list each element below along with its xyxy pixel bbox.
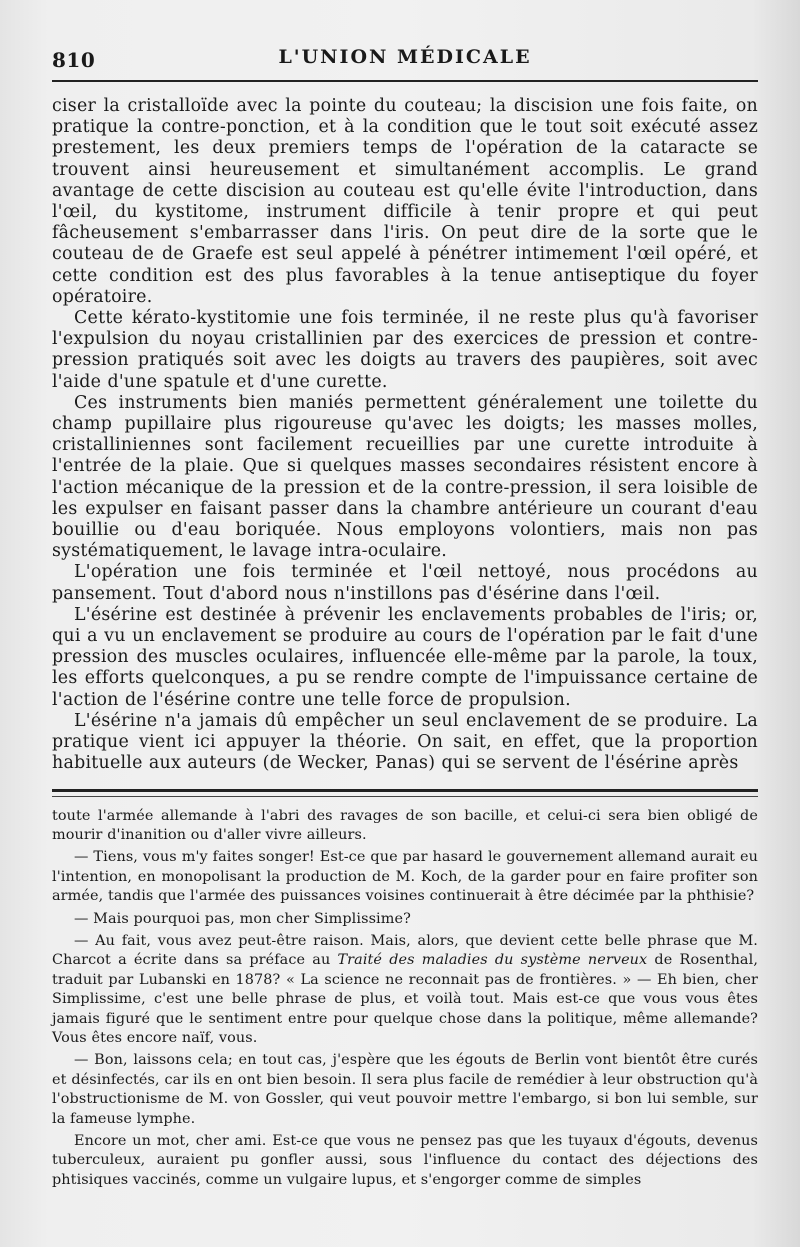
footnote-text: — Au fait, vous avez peut-être raison. Mais, alors, que devient cette belle phrase que M. Charcot a écrite dans sa préface au xyxy=(52,932,758,969)
page-number: 810 xyxy=(52,48,96,72)
footnote-paragraph xyxy=(52,932,758,1048)
footnote-paragraph: — Bon, laissons cela; en tout cas, j'espère que les égouts de Berlin vont bientôt être curés et désinfectés, car ils en ont bien besoin. Il sera plus facile de remédier à leur obstruction qu'à l'obstructionisme de M. von Gossler, qui veut pouvoir mettre l'embargo, si bon lui semble, sur la fameuse lymphe. xyxy=(52,1052,758,1127)
main-paragraph: Ces instruments bien maniés permettent généralement une toilette du champ pupillaire plus rigoureuse qu'avec les doigts; les masses molles, cristalliniennes sont facilement recueillies par une curette introduite à l'entrée de la plaie. Que si quelques masses secondaires résistent encore à l'action mécanique de la pression et de la contre-pression, il sera loisible de les expulser en faisant passer dans la chambre antérieure un courant d'eau bouillie ou d'eau boriquée. Nous employons volontiers, mais non pas systématiquement, le lavage intra-oculaire. xyxy=(52,392,758,562)
footnote-separator-thin xyxy=(52,796,758,797)
footnote-paragraph: toute l'armée allemande à l'abri des ravages de son bacille, et celui-ci sera bien obligé de mourir d'inanition ou d'aller vivre ailleurs. xyxy=(52,807,758,843)
footnotes xyxy=(52,807,758,1191)
book-title: Traité des maladies du système nerveux xyxy=(337,952,648,969)
main-paragraph: L'opération une fois terminée et l'œil nettoyé, nous procédons au pansement. Tout d'abord nous n'instillons pas d'ésérine dans l'œil. xyxy=(52,562,758,604)
footnote-paragraph: — Tiens, vous m'y faites songer! Est-ce que par hasard le gouvernement allemand aurait eu l'intention, en monopolisant la production de M. Koch, de la garder pour en faire profiter son armée, tandis que l'armée des puissances voisines continuerait à être décimée par la phthisie? xyxy=(52,849,758,905)
header-rule xyxy=(52,80,758,82)
main-paragraph: Cette kérato-kystitomie une fois terminée, il ne reste plus qu'à favoriser l'expulsion du noyau cristallinien par des exercices de pression et contre-pression pratiqués soit avec les doigts au travers des paupières, soit avec l'aide d'une spatule et d'une curette. xyxy=(52,308,758,392)
footnote-separator xyxy=(52,789,758,792)
main-paragraph: ciser la cristalloïde avec la pointe du couteau; la discision une fois faite, on pratique la contre-ponction, et à la condition que le tout soit exécuté assez prestement, les deux premiers temps de l'opération de la cataracte se trouvent ainsi heureusement et simultanément accomplis. Le grand avantage de cette discision au couteau est qu'elle évite l'introduction, dans l'œil, du kystitome, instrument difficile à tenir propre et qui peut fâcheusement s'embarrasser dans l'iris. On peut dire de la sorte que le couteau de de Graefe est seul appelé à pénétrer intimement l'œil opéré, et cette condition est des plus favorables à la tenue antiseptique du foyer opératoire. xyxy=(52,96,758,307)
footnote-text: de Rosenthal, traduit par Lubanski en 1878? « La science ne reconnait pas de frontières. » — Eh bien, cher Simplissime, c'est une belle phrase de plus, et voilà tout. Mais est-ce que vous vous êtes jamais figuré que le sentiment entre pour quelque chose dans la politique, même allemande? Vous êtes encore naïf, vous. xyxy=(52,952,758,1046)
page-header xyxy=(52,42,758,72)
main-text xyxy=(52,96,758,775)
main-paragraph: L'ésérine est destinée à prévenir les enclavements probables de l'iris; or, qui a vu un enclavement se produire au cours de l'opération par le fait d'une pression des muscles oculaires, influencée elle-même par la parole, la toux, les efforts quelconques, a pu se rendre compte de l'impuissance certaine de l'action de l'ésérine contre une telle force de propulsion. xyxy=(52,604,758,710)
footnote-paragraph: — Mais pourquoi pas, mon cher Simplissime? xyxy=(74,910,411,927)
footnote-paragraph: Encore un mot, cher ami. Est-ce que vous ne pensez pas que les tuyaux d'égouts, devenus tuberculeux, auraient pu gonfler aussi, sous l'influence du contact des déjections des phtisiques vaccinés, comme un vulgaire lupus, et s'engorger comme de simples xyxy=(52,1133,758,1188)
main-paragraph: L'ésérine n'a jamais dû empêcher un seul enclavement de se produire. La pratique vient ici appuyer la théorie. On sait, en effet, que la proportion habituelle aux auteurs (de Wecker, Panas) qui se servent de l'ésérine après xyxy=(52,710,758,774)
journal-title: L'UNION MÉDICALE xyxy=(278,46,532,68)
